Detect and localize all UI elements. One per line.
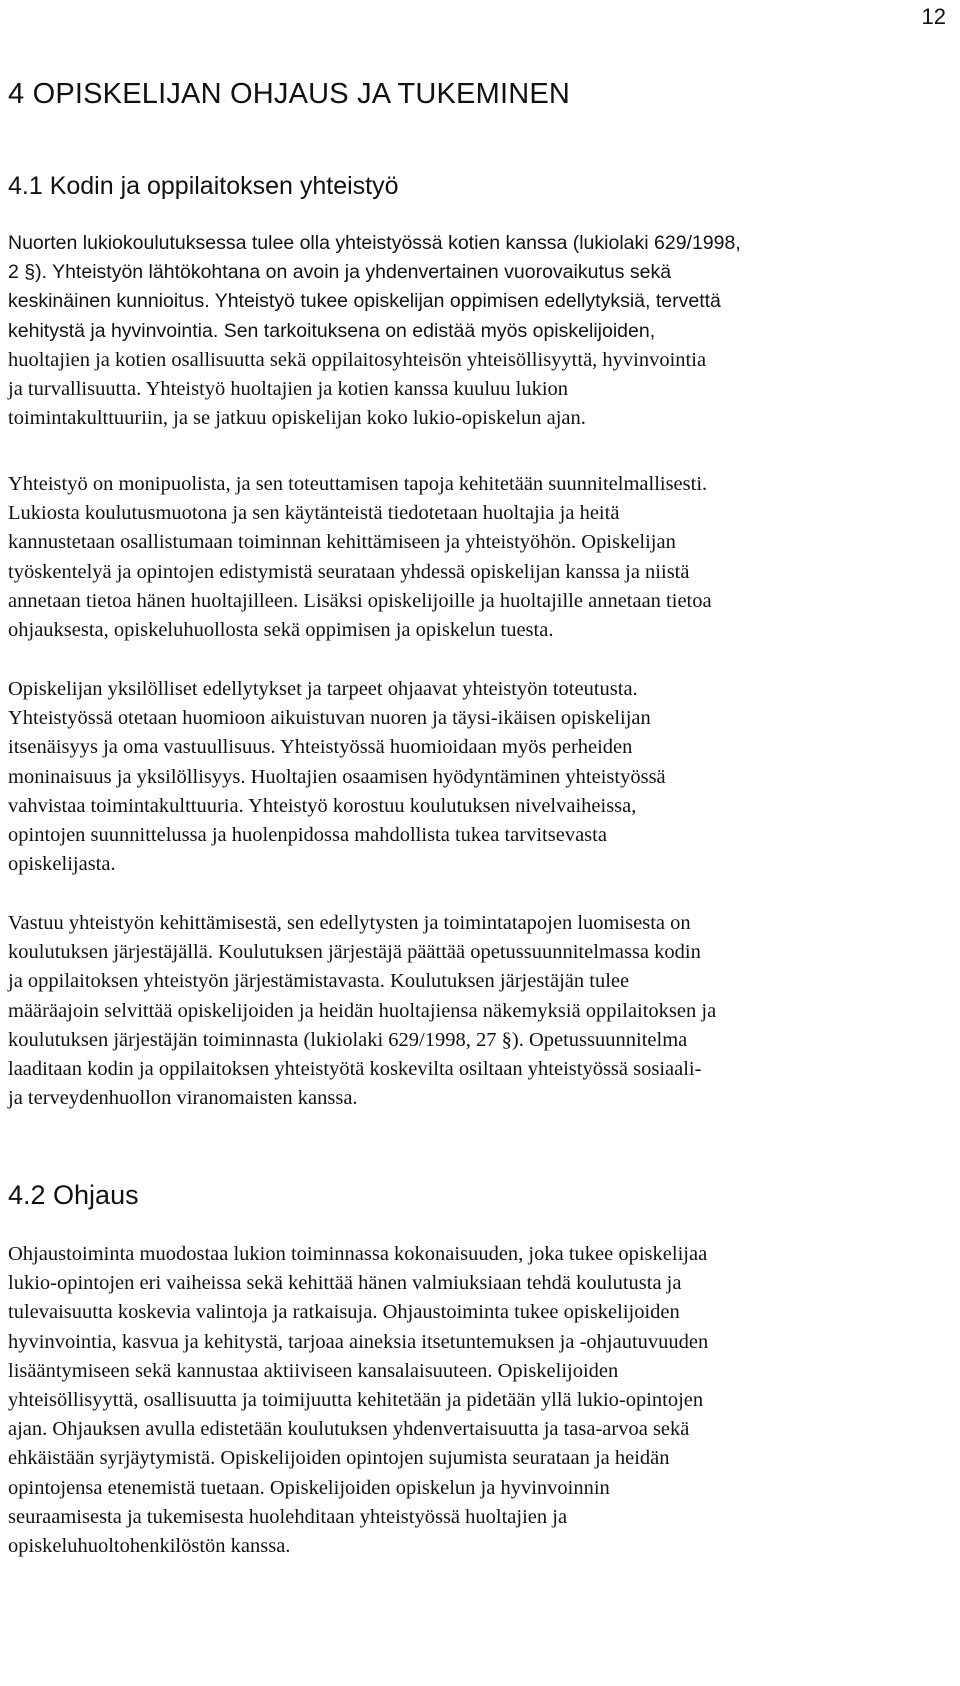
text-line: ajan. Ohjauksen avulla edistetään koulutuksen yhdenvertaisuutta ja tasa-arvoa sekä <box>8 1418 690 1441</box>
text-line: keskinäinen kunnioitus. Yhteistyö tukee opiskelijan oppimisen edellytyksiä, tervettä <box>8 290 721 313</box>
text-line: kehitystä ja hyvinvointia. Sen tarkoituksena on edistää myös opiskelijoiden, <box>8 319 656 342</box>
text-line: Nuorten lukiokoulutuksessa tulee olla yhteistyössä kotien kanssa (lukiolaki 629/1998, <box>8 232 741 254</box>
text-line: Vastuu yhteistyön kehittämisestä, sen edellytysten ja toimintatapojen luomisesta on <box>8 912 691 934</box>
text-line: moninaisuus ja yksilöllisyys. Huoltajien osaamisen hyödyntäminen yhteistyössä <box>8 765 666 788</box>
text-line: ohjauksesta, opiskeluhuollosta sekä oppimisen ja opiskelun tuesta. <box>8 619 554 642</box>
text-line: Opiskelijan yksilölliset edellytykset ja tarpeet ohjaavat yhteistyön toteutusta. <box>8 678 638 700</box>
text-line: annetaan tietoa hänen huoltajilleen. Lisäksi opiskelijoille ja huoltajille annetaan tietoa <box>8 589 712 612</box>
text-line: vahvistaa toimintakulttuuria. Yhteistyö korostuu koulutuksen nivelvaiheissa, <box>8 794 637 817</box>
text-line: Lukiosta koulutusmuotona ja sen käytänteistä tiedotetaan huoltajia ja heitä <box>8 502 620 525</box>
text-line: ehkäistään syrjäytymistä. Opiskelijoiden opintojen sujumista seurataan ja heidän <box>8 1447 670 1470</box>
chapter-title: 4 OPISKELIJAN OHJAUS JA TUKEMINEN <box>8 78 571 110</box>
text-line: huoltajien ja kotien osallisuutta sekä oppilaitosyhteisön yhteisöllisyyttä, hyvinvointia <box>8 348 707 371</box>
page-number: 12 <box>921 4 946 29</box>
text-line: yhteisöllisyyttä, osallisuutta ja toimijuutta kehitetään ja pidetään yllä lukio-opintojen <box>8 1389 704 1412</box>
paragraph-individual-needs <box>8 675 908 879</box>
paragraph-responsibility <box>8 909 908 1113</box>
text-line: kannustetaan osallistumaan toiminnan kehittämiseen ja yhteistyöhön. Opiskelijan <box>8 531 676 554</box>
text-line: tulevaisuutta koskevia valintoja ja ratkaisuja. Ohjaustoiminta tukee opiskelijoiden <box>8 1301 680 1324</box>
text-line: ja oppilaitoksen yhteistyön järjestämistavasta. Koulutuksen järjestäjän tulee <box>8 970 630 993</box>
text-line: toimintakulttuuriin, ja se jatkuu opiskelijan koko lukio-opiskelun ajan. <box>8 407 586 430</box>
text-line: itsenäisyys ja oma vastuullisuus. Yhteistyössä huomioidaan myös perheiden <box>8 736 633 759</box>
text-line: seuraamisesta ja tukemisesta huolehditaan yhteistyössä huoltajien ja <box>8 1505 568 1528</box>
text-line: työskentelyä ja opintojen edistymistä seurataan yhdessä opiskelijan kanssa ja niistä <box>8 560 690 583</box>
text-line: Yhteistyö on monipuolista, ja sen toteuttamisen tapoja kehitetään suunnitelmallisesti. <box>8 473 708 495</box>
text-line: ja turvallisuutta. Yhteistyö huoltajien ja kotien kanssa kuuluu lukion <box>8 378 569 401</box>
text-line: opiskelijasta. <box>8 853 116 876</box>
text-line: hyvinvointia, kasvua ja kehitystä, tarjoaa aineksia itsetuntemuksen ja -ohjautuvuuden <box>8 1330 709 1353</box>
paragraph-guidance <box>8 1240 908 1561</box>
text-line: opintojensa etenemistä tuetaan. Opiskelijoiden opiskelun ja hyvinvoinnin <box>8 1476 610 1499</box>
text-line: ja terveydenhuollon viranomaisten kanssa. <box>8 1087 358 1110</box>
text-line: Ohjaustoiminta muodostaa lukion toiminnassa kokonaisuuden, joka tukee opiskelijaa <box>8 1243 708 1265</box>
paragraph-cooperation-forms <box>8 470 908 645</box>
text-line: opiskeluhuoltohenkilöstön kanssa. <box>8 1535 291 1558</box>
text-line: lukio-opintojen eri vaiheissa sekä kehittää hänen valmiuksiaan tehdä koulutusta ja <box>8 1272 682 1295</box>
text-line: määräajoin selvittää opiskelijoiden ja heidän huoltajiensa näkemyksiä oppilaitoksen ja <box>8 999 717 1022</box>
text-line: Yhteistyössä otetaan huomioon aikuistuvan nuoren ja täysi-ikäisen opiskelijan <box>8 707 651 730</box>
section-heading-4-1: 4.1 Kodin ja oppilaitoksen yhteistyö <box>8 172 399 200</box>
text-line: opintojen suunnittelussa ja huolenpidossa mahdollista tukea tarvitsevasta <box>8 824 607 847</box>
text-line: 2 §). Yhteistyön lähtökohtana on avoin ja yhdenvertainen vuorovaikutus sekä <box>8 261 672 284</box>
text-line: koulutuksen järjestäjällä. Koulutuksen järjestäjä päättää opetussuunnitelmassa kodin <box>8 941 701 964</box>
text-line: laaditaan kodin ja oppilaitoksen yhteistyötä koskevilta osiltaan yhteistyössä sosiaali- <box>8 1058 702 1081</box>
text-line: koulutuksen järjestäjän toiminnasta (lukiolaki 629/1998, 27 §). Opetussuunnitelma <box>8 1028 688 1051</box>
section-heading-4-2: 4.2 Ohjaus <box>8 1180 139 1210</box>
paragraph-cooperation-intro <box>8 229 908 433</box>
text-line: lisääntymiseen sekä kannustaa aktiiviseen kansalaisuuteen. Opiskelijoiden <box>8 1359 619 1382</box>
